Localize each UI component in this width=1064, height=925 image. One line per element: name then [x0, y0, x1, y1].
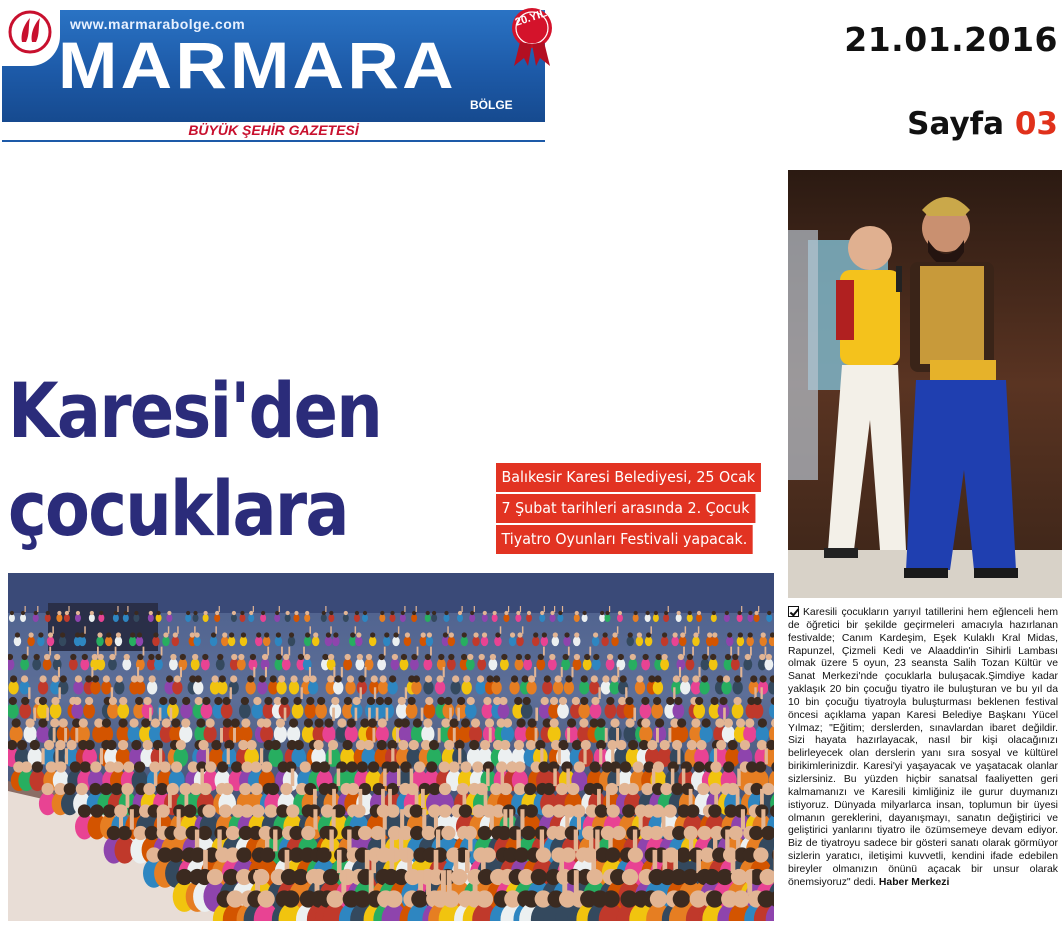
masthead	[2, 4, 549, 142]
masthead-tagline: BÜYÜK ŞEHİR GAZETESİ	[188, 122, 359, 138]
headline-line-1: Karesi'den çocuklara	[8, 366, 382, 553]
article-body	[788, 606, 1058, 890]
theatre-performers-photo	[788, 170, 1062, 598]
issue-date: 21.01.2016	[844, 20, 1058, 59]
masthead-logo-sub: BÖLGE	[470, 98, 513, 112]
page-label	[907, 106, 1058, 142]
deck-line-2: 7 Şubat tarihleri arasında 2. Çocuk	[496, 494, 755, 523]
masthead-logo: MARMARA	[58, 28, 457, 102]
masthead-rule	[2, 140, 545, 142]
masthead-url: www.marmarabolge.com	[70, 16, 246, 32]
deck-line-1: Balıkesir Karesi Belediyesi, 25 Ocak	[496, 463, 761, 492]
article-deck	[496, 463, 775, 556]
page-number: 03	[1014, 106, 1058, 142]
newspaper-emblem-icon	[2, 4, 60, 66]
children-audience-photo	[8, 573, 774, 921]
article-byline: Haber Merkezi	[878, 876, 950, 888]
deck-line-3: Tiyatro Oyunları Festivali yapacak.	[496, 525, 753, 554]
article-body-text: Karesili çocukların yarıyıl tatillerini hem eğlenceli hem de öğretici bir şekilde geçirmeleri amacıyla hazırlanan festivalde; Canım Kardeşim, Eşek Kulaklı Kral Midas, Rapunzel, Çizmeli Kedi ve Alaaddin'in Sihirli Lambası olmak üzere 5 oyun, 23 seansta Salih Tozan Kültür ve Sanat Merkezi'nde çocuklarla buluşacak.Şimdiye kadar yaklaşık 20 bin çocuğu tiyatro ile buluşturan ve bu yıl da 10 bin çocuğu tiyatroyla buluşturması beklenen festival öncesi açıklama yapan Karesi Belediye Başkanı Yücel Yılmaz; "Eğitim; derslerden, sınavlardan ibaret değildir. Sizi hayata hazırlayacak, nasıl bir kişi olacağınızı belirleyecek olan derslerin yanı sıra sosyal ve kültürel birikimlerinizdir. Karesi'yi yaşayacak ve yaşatacak olanlar sizlersiniz. Bu yüzden hiçbir sanatsal faaliyetten geri kalmamanızı ve Karesili kimliğiniz ile gurur duymanızı istiyoruz. Dünyada milyarlarca insan, toplumun bir üyesi olmanın gereklerini, dayanışmayı, sanatın değiştirici ve geliştirici yanlarını tiyatro ile özümsemeye devam ediyor. Biz de tiyatroyu sadece bir gösteri sanatı olarak görmüyor sizlerin yaratıcı, iletişimi kuvvetli, kendini ifade edebilen bireyler olmanızın önünü açacak bir unsur olarak önemsiyoruz" dedi.	[788, 607, 1058, 888]
check-box-icon	[788, 606, 799, 617]
anniversary-label: 20.YIL	[513, 7, 549, 29]
page-label-text: Sayfa	[907, 106, 1005, 142]
